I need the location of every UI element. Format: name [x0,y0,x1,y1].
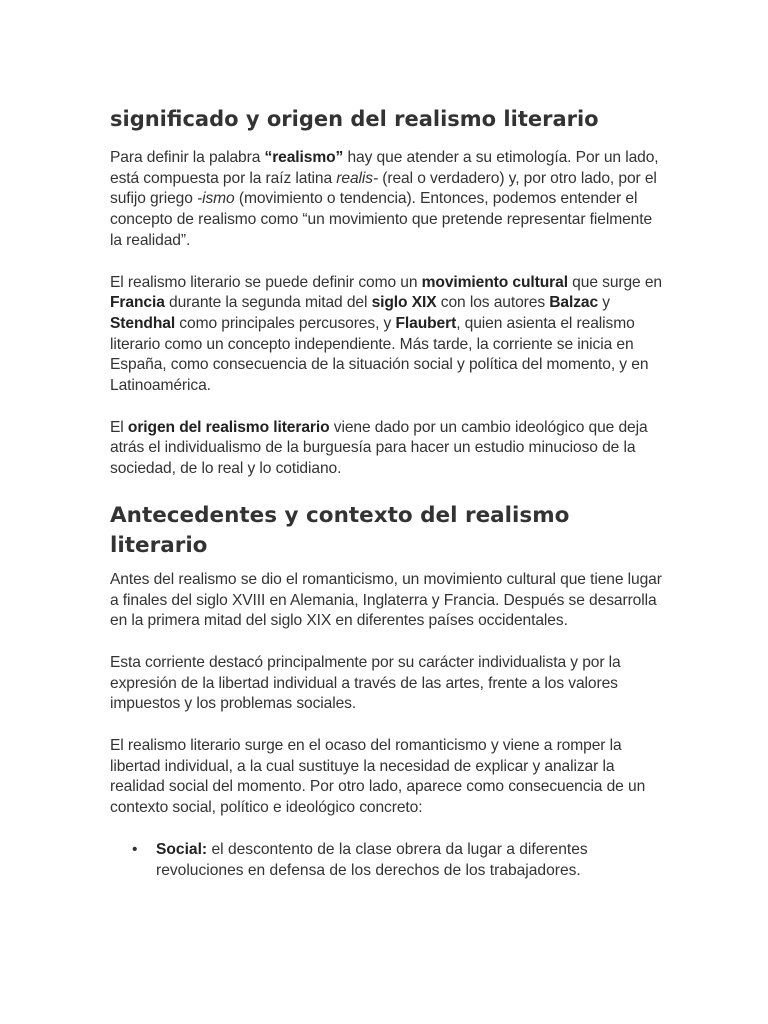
paragraph-romanticismo: Antes del realismo se dio el romanticismo, un movimiento cultural que tiene lugar a finales del siglo XVIII en Alemania, Inglaterra y Francia. Después se desarrolla en la primera mitad del siglo XIX en diferentes países occidentales. [110,570,662,630]
bold-term-flaubert: Flaubert [395,314,457,332]
bold-term-movimiento-cultural: movimiento cultural [421,273,568,291]
text-span: El [110,418,128,436]
section-heading-significado: significado y origen del realismo literario [110,107,599,131]
section-heading-antecedentes: Antecedentes y contexto del realismo literario [110,502,570,558]
bold-term-balzac: Balzac [549,294,599,312]
paragraph-contexto: El realismo literario surge en el ocaso del romanticismo y viene a romper la libertad individual, a la cual sustituye la necesidad de explicar y analizar la realidad social del momento. Por otro lado, aparece como consecuencia de un contexto social, político e ideológico concreto: [110,737,646,817]
bold-term-origen: origen del realismo literario [127,418,330,436]
context-list [110,840,662,881]
text-span: viene dado por un cambio ideológico que deja atrás el individualismo de la burguesía para hacer un estudio minucioso de la sociedad, de lo real y lo cotidiano. [110,418,648,478]
paragraph-corriente: Esta corriente destacó principalmente por su carácter individualista y por la expresión de la libertad individual a través de las artes, frente a los valores impuestos y los problemas sociales. [110,653,621,713]
text-span: hay que atender a su etimología. Por un lado, está compuesta por la raíz latina [110,149,659,187]
text-span: con los autores [436,294,550,312]
text-span: (real o verdadero) y, por otro lado, por el sufijo griego [110,169,657,208]
bold-term-siglo-xix: siglo XIX [371,294,437,312]
bold-term-stendhal: Stendhal [110,314,176,332]
text-span: como principales percusores, y [175,314,396,332]
italic-term-realis: realis- [336,169,379,187]
paragraph-etimologia [110,148,662,252]
text-span: durante la segunda mitad del [164,294,372,312]
list-item-label: Social: [156,840,208,858]
text-span: El realismo literario se puede definir como un [110,273,422,291]
bold-term-realismo: “realismo” [264,149,344,166]
bullet-icon: • [132,840,138,858]
paragraph-definicion [110,273,662,397]
document-page [110,104,662,881]
text-span: y [598,294,611,312]
paragraph-origen [110,418,662,480]
text-span: Para definir la palabra [110,149,265,166]
text-span: , quien asienta el realismo literario como un concepto independiente. Más tarde, la corriente se inicia en España, como consecuencia de la situación social y política del momento, y en Latinoamérica. [110,314,649,395]
list-item-text: el descontento de la clase obrera da lugar a diferentes revoluciones en defensa de los derechos de los trabajadores. [156,840,588,879]
list-item [132,840,662,881]
italic-term-ismo: -ismo [197,190,235,208]
text-span: que surge en [567,273,663,291]
bold-term-francia: Francia [110,294,165,312]
text-span: (movimiento o tendencia). Entonces, podemos entender el concepto de realismo como “un movimiento que pretende representar fielmente la realidad”. [110,190,653,249]
